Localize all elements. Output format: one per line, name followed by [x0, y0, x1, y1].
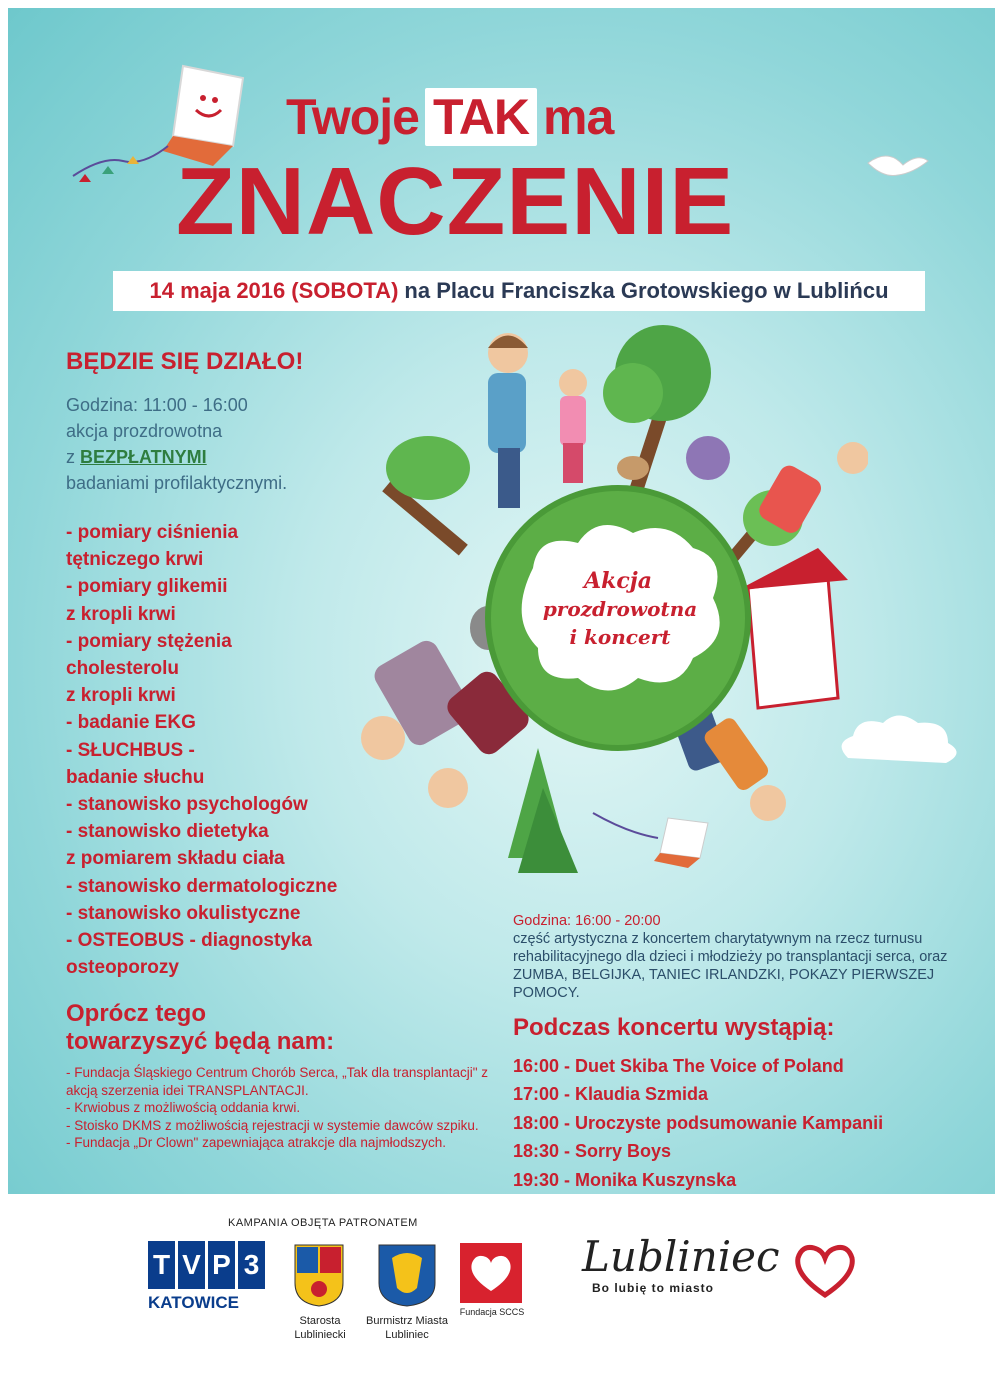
list-item: - Stoisko DKMS z możliwością rejestracji w systemie dawców szpiku.	[66, 1117, 479, 1133]
schedule-item: 18:30 - Sorry Boys	[513, 1141, 672, 1162]
tvp3-logo	[148, 1241, 268, 1316]
cloud-icon	[828, 708, 968, 768]
patronage-label: KAMPANIA OBJĘTA PATRONATEM	[228, 1217, 418, 1229]
tvp-letter: P	[208, 1241, 235, 1289]
list-item: z kropli krwi	[66, 603, 176, 625]
dove-icon	[863, 143, 933, 193]
evening-desc: część artystyczna z koncertem charytatywnym na rzecz turnusu rehabilitacyjnego dla dzieci i młodzieży po transplantacji serca, oraz ZUMBA, BELGIJKA, TANIEC IRLANDZKI, POKAZY PIERWSZEJ POMOCY.	[513, 931, 948, 1001]
lubliniec-logo	[582, 1232, 782, 1322]
burmistrz-label-line-2: Lubliniec	[385, 1329, 429, 1341]
schedule-item: 16:00 - Duet Skiba The Voice of Poland	[513, 1056, 844, 1076]
list-item: - Krwiobus z możliwością oddania krwi.	[66, 1100, 301, 1115]
list-item: - stanowisko psychologów	[66, 794, 308, 816]
tvp-city: KATOWICE	[148, 1293, 239, 1312]
badge-line-1: Akcja	[584, 568, 652, 594]
tvp-letter: V	[178, 1241, 205, 1289]
starosta-label	[280, 1314, 360, 1342]
extras-heading-line-2: towarzyszyć będą nam:	[66, 1028, 335, 1055]
tvp-letter: T	[148, 1241, 175, 1289]
date-band	[113, 271, 925, 311]
city-slogan: Bo lubię to miasto	[592, 1281, 715, 1295]
list-item: - stanowisko dermatologiczne	[66, 875, 338, 897]
small-kite-icon	[588, 803, 718, 873]
list-item: z kropli krwi	[66, 685, 176, 707]
evening-hours: Godzina: 16:00 - 20:00	[513, 913, 661, 929]
exam-list	[66, 519, 337, 981]
free-label: BEZPŁATNYMI	[80, 447, 207, 467]
city-logo-text: Lubliniec	[582, 1232, 780, 1281]
concert-schedule	[513, 1052, 883, 1194]
section-heading-extras	[66, 1000, 334, 1056]
tvp-letter: 3	[238, 1241, 265, 1289]
list-item: - pomiary glikemii	[66, 576, 228, 598]
section-heading-concert: Podczas koncertu wystąpią:	[513, 1014, 835, 1041]
fundacja-label: Fundacja SCCS	[459, 1307, 525, 1317]
section-heading-program: BĘDZIE SIĘ DZIAŁO!	[66, 348, 304, 375]
title-word-tak: TAK	[425, 88, 537, 146]
extras-heading-line-1: Oprócz tego	[66, 1000, 207, 1027]
list-item: - Fundacja Śląskiego Centrum Chorób Serca, „Tak dla transplantacji" z akcją szerzenia idei TRANSPLANTACJI.	[66, 1065, 488, 1098]
list-item: - Fundacja „Dr Clown" zapewniająca atrakcje dla najmłodszych.	[66, 1135, 446, 1150]
event-date: 14 maja 2016	[149, 278, 286, 303]
heart-hand-icon	[790, 1240, 860, 1300]
schedule-item: 18:00 - Uroczyste podsumowanie Kampanii	[513, 1112, 884, 1133]
list-item: badanie słuchu	[66, 766, 205, 788]
daytime-hours: Godzina: 11:00 - 16:00	[66, 395, 248, 415]
title-word-twoje: Twoje	[286, 89, 419, 145]
title-line-1	[286, 88, 613, 146]
title-word-ma: ma	[543, 89, 614, 145]
list-item: - stanowisko okulistyczne	[66, 902, 301, 924]
badge-line-2: prozdrowotna	[542, 597, 698, 621]
burmistrz-label-line-1: Burmistrz Miasta	[366, 1315, 448, 1327]
extras-list	[66, 1064, 506, 1152]
starosta-crest-icon	[293, 1243, 345, 1308]
daytime-desc: akcja prozdrowotna	[66, 421, 223, 441]
event-place: na Placu Franciszka Grotowskiego w Lublińcu	[404, 278, 889, 303]
starosta-label-line-1: Starosta	[299, 1315, 341, 1327]
fundacja-heart-logo	[460, 1243, 522, 1303]
list-item: - SŁUCHBUS -	[66, 739, 195, 761]
starosta-label-line-2: Lubliniecki	[294, 1329, 346, 1341]
burmistrz-crest-icon	[377, 1243, 437, 1308]
list-item: - pomiary ciśnienia	[66, 522, 239, 543]
poster-background	[8, 8, 995, 1194]
daytime-desc-end: badaniami profilaktycznymi.	[66, 473, 288, 493]
evening-info	[513, 912, 953, 1002]
daytime-prefix: z	[66, 447, 75, 467]
badge-line-3: i koncert	[569, 625, 671, 649]
title-main: ZNACZENIE	[176, 148, 735, 255]
list-item: z pomiarem składu ciała	[66, 848, 285, 870]
list-item: - OSTEOBUS - diagnostyka	[66, 930, 312, 952]
schedule-item: 17:00 - Klaudia Szmida	[513, 1084, 709, 1105]
daytime-info	[66, 392, 287, 496]
list-item: - stanowisko dietetyka	[66, 821, 269, 843]
list-item: tętniczego krwi	[66, 549, 204, 571]
globe-illustration	[348, 318, 868, 878]
list-item: cholesterolu	[66, 658, 179, 680]
list-item: - badanie EKG	[66, 712, 196, 734]
burmistrz-label	[352, 1314, 462, 1342]
list-item: - pomiary stężenia	[66, 630, 232, 652]
event-day: (SOBOTA)	[291, 278, 399, 303]
schedule-item: 19:30 - Monika Kuszynska	[513, 1169, 737, 1190]
list-item: osteoporozy	[66, 957, 179, 979]
